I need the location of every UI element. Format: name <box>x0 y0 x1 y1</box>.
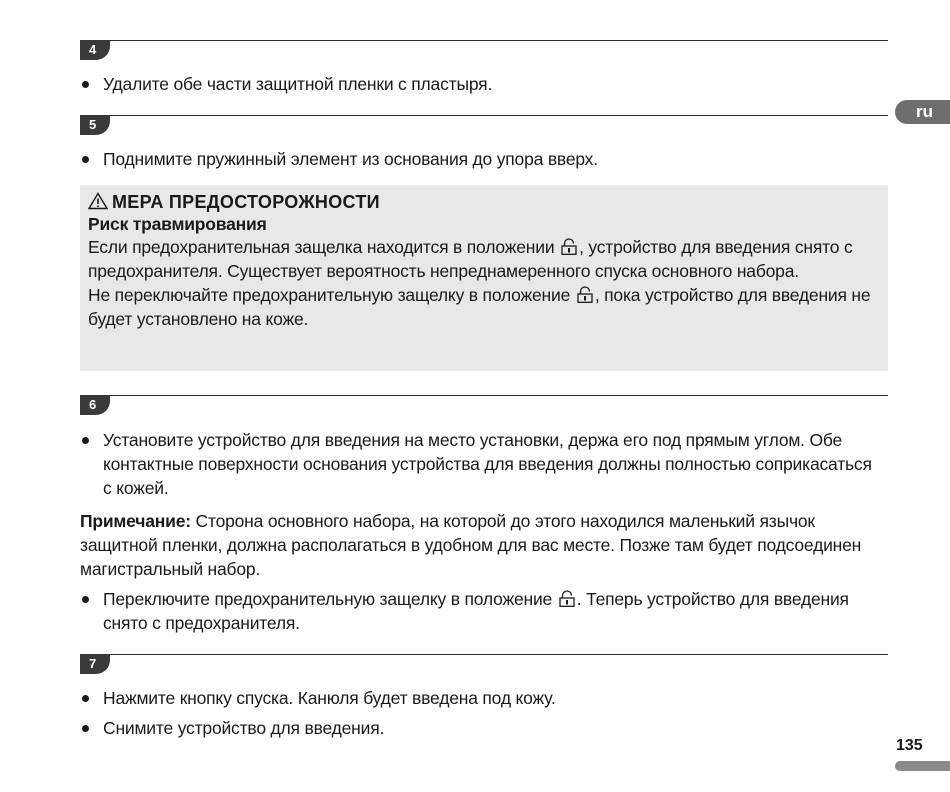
caution-p2-end: , пока устройство для введения не будет установлено на коже. <box>88 285 871 329</box>
note-label: Примечание: <box>80 511 191 531</box>
step-7-bullet-1: Нажмите кнопку спуска. Канюля будет введена под кожу. <box>80 686 880 710</box>
caution-p1-end: , устройство для введения снято с предохранителя. Существует вероятность непреднамеренного спуска основного набора. <box>88 237 853 281</box>
step-4-bullet-1: Удалите обе части защитной пленки с пластыря. <box>80 72 880 96</box>
unlocked-padlock-icon <box>577 286 593 303</box>
step-4-header <box>80 40 888 60</box>
caution-box <box>80 185 888 371</box>
step-6-note <box>80 509 880 581</box>
unlocked-padlock-icon <box>561 238 577 255</box>
step-divider <box>80 115 888 116</box>
caution-paragraph-2 <box>88 283 880 331</box>
warning-triangle-icon <box>88 192 108 210</box>
step-6-badge: 6 <box>80 395 110 415</box>
caution-title <box>88 191 880 213</box>
step-6-bullet-2 <box>80 587 880 635</box>
unlocked-padlock-icon <box>559 590 575 607</box>
step-7-badge: 7 <box>80 654 110 674</box>
page-number-bar <box>895 761 950 771</box>
caution-title-text: МЕРА ПРЕДОСТОРОЖНОСТИ <box>112 192 380 212</box>
step-6-bullet-2-end: . Теперь устройство для введения снято с предохранителя. <box>103 589 849 633</box>
step-6-bullet-1: Установите устройство для введения на место установки, держа его под прямым углом. Обе контактные поверхности основания устройства для введения должны полностью соприкасаться с кожей. <box>80 428 880 500</box>
caution-p2-start: Не переключайте предохранительную защелку в положение <box>88 285 571 305</box>
language-tab: ru <box>895 100 950 124</box>
caution-subtitle: Риск травмирования <box>88 214 267 234</box>
step-6-header <box>80 395 888 415</box>
step-6-bullet-2-start: Переключите предохранительную защелку в положение <box>103 589 553 609</box>
step-5-bullet-1: Поднимите пружинный элемент из основания до упора вверх. <box>80 147 880 171</box>
step-4-badge: 4 <box>80 40 110 60</box>
caution-p1-start: Если предохранительная защелка находится в положении <box>88 237 555 257</box>
step-divider <box>80 654 888 655</box>
note-text: Сторона основного набора, на которой до этого находился маленький язычок защитной пленки, должна располагаться в удобном для вас месте. Позже там будет подсоединен магистральный набор. <box>80 511 862 579</box>
step-divider <box>80 40 888 41</box>
step-7-header <box>80 654 888 674</box>
step-5-header <box>80 115 888 135</box>
step-7-bullet-2: Снимите устройство для введения. <box>80 716 880 740</box>
caution-paragraph-1 <box>88 235 880 283</box>
step-5-badge: 5 <box>80 115 110 135</box>
step-divider <box>80 395 888 396</box>
page-number: 135 <box>896 737 923 754</box>
